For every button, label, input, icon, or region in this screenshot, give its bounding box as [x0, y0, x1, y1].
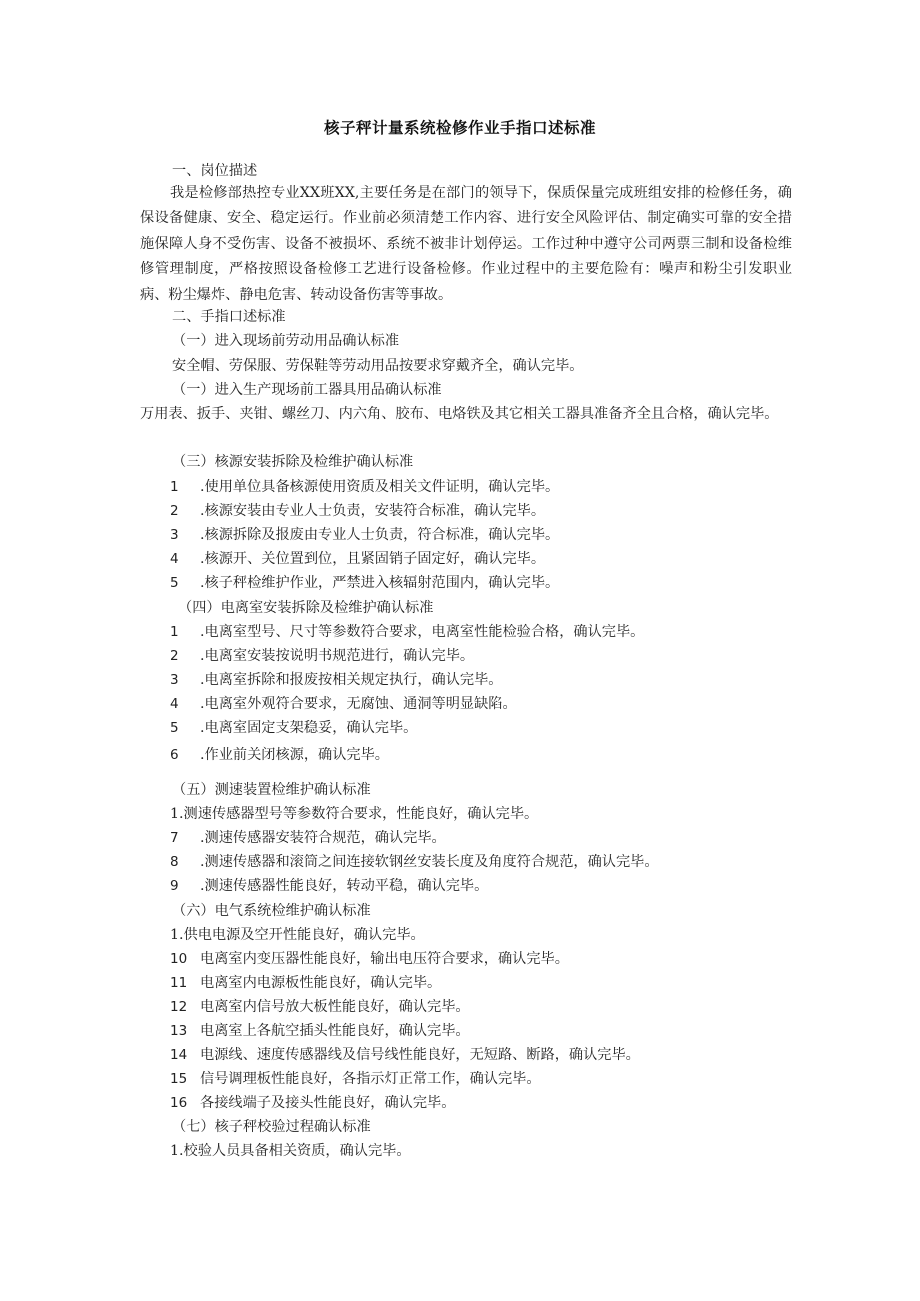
list-item-first: 1.测速传感器型号等参数符合要求，性能良好，确认完毕。 [170, 806, 539, 822]
list-text: 电离室内电源板性能良好，确认完毕。 [200, 975, 442, 991]
list-text: 各接线端子及接头性能良好，确认完毕。 [200, 1095, 456, 1111]
list-number: 4 [170, 551, 179, 567]
list-item [170, 525, 559, 545]
list-item-first: 1.供电电源及空开性能良好，确认完毕。 [170, 927, 425, 943]
list-item [170, 973, 441, 993]
list-text: .核源安装由专业人士负责，安装符合标准，确认完毕。 [200, 503, 546, 519]
list-text: 电离室上各航空插头性能良好，确认完毕。 [200, 1023, 470, 1039]
list-text: .测速传感器性能良好，转动平稳，确认完毕。 [200, 878, 489, 894]
list-number: 3 [170, 672, 179, 688]
list-number: 14 [170, 1047, 188, 1063]
job-description-paragraph: 我是检修部热控专业XX班XX,主要任务是在部门的领导下，保质保量完成班组安排的检修任务，确保设备健康、安全、稳定运行。作业前必须清楚工作内容、进行安全风险评估、制定确实可靠的安全措施保障人身不受伤害、设备不被损坏、系统不被非计划停运。工作过种中遵守公司两票三制和设备检维修管理制度，严格按照设备检修工艺进行设备检修。作业过程中的主要危险有：噪声和粉尘引发职业病、粉尘爆炸、静电危害、转动设备伤害等事故。 [140, 185, 792, 303]
list-text: 电源线、速度传感器线及信号线性能良好，无短路、断路，确认完毕。 [200, 1047, 640, 1063]
list-item [170, 1045, 640, 1065]
subsection-heading-chamber: （四）电离室安装拆除及检维护确认标准 [178, 600, 434, 616]
list-item [170, 501, 545, 521]
list-number: 7 [170, 830, 179, 846]
list-item [170, 1093, 455, 1113]
list-text: .核子秤检维护作业，严禁进入核辐射范围内，确认完毕。 [200, 575, 560, 591]
list-item [170, 745, 389, 765]
list-number: 5 [170, 575, 179, 591]
subsection-heading-tools: （一）进入生产现场前工器具用品确认标准 [172, 382, 442, 398]
list-text: .电离室型号、尺寸等参数符合要求，电离室性能检验合格，确认完毕。 [200, 624, 645, 640]
list-number: 1 [170, 479, 179, 495]
list-number: 16 [170, 1095, 188, 1111]
list-item [170, 997, 470, 1017]
list-item-first: 1.校验人员具备相关资质，确认完毕。 [170, 1143, 411, 1159]
list-text: .测速传感器安装符合规范，确认完毕。 [200, 830, 446, 846]
list-text: .电离室固定支架稳妥，确认完毕。 [200, 720, 418, 736]
list-item [170, 1069, 541, 1089]
list-text: .电离室安装按说明书规范进行，确认完毕。 [200, 648, 475, 664]
list-text: 信号调理板性能良好，各指示灯正常工作，确认完毕。 [200, 1071, 541, 1087]
list-text: .电离室拆除和报废按相关规定执行，确认完毕。 [200, 672, 503, 688]
list-text: .核源开、关位置到位，且紧固销子固定好，确认完毕。 [200, 551, 546, 567]
list-item [170, 828, 446, 848]
list-number: 8 [170, 854, 179, 870]
list-number: 1 [170, 624, 179, 640]
list-item [170, 876, 488, 896]
list-text: 电离室内变压器性能良好，输出电压符合要求，确认完毕。 [200, 951, 569, 967]
document-title: 核子秤计量系统检修作业手指口述标准 [323, 119, 596, 137]
list-item [170, 694, 517, 714]
list-text: .电离室外观符合要求，无腐蚀、通洞等明显缺陷。 [200, 696, 517, 712]
list-number: 3 [170, 527, 179, 543]
list-number: 2 [170, 648, 179, 664]
list-number: 13 [170, 1023, 188, 1039]
list-number: 10 [170, 951, 188, 967]
list-number: 6 [170, 747, 179, 763]
subsection-heading-ppe: （一）进入现场前劳动用品确认标准 [172, 333, 400, 349]
list-number: 2 [170, 503, 179, 519]
list-number: 5 [170, 720, 179, 736]
list-item [170, 718, 417, 738]
list-text: 电离室内信号放大板性能良好，确认完毕。 [200, 999, 470, 1015]
section-heading-job-description: 一、岗位描述 [172, 163, 258, 179]
subsection-heading-source: （三）核源安装拆除及检维护确认标准 [172, 454, 414, 470]
list-item [170, 852, 659, 872]
tools-text: 万用表、扳手、夹钳、螺丝刀、内六角、胶布、电烙铁及其它相关工器具准备齐全且合格，确认完毕。 [140, 406, 779, 422]
list-text: .使用单位具备核源使用资质及相关文件证明，确认完毕。 [200, 479, 560, 495]
list-item [170, 670, 502, 690]
list-item [170, 549, 545, 569]
subsection-heading-electrical: （六）电气系统检维护确认标准 [172, 903, 371, 919]
list-text: .测速传感器和滚筒之间连接软钢丝安装长度及角度符合规范，确认完毕。 [200, 854, 659, 870]
list-number: 9 [170, 878, 179, 894]
ppe-text: 安全帽、劳保服、劳保鞋等劳动用品按要求穿戴齐全，确认完毕。 [172, 358, 584, 374]
list-item [170, 477, 559, 497]
subsection-heading-speed: （五）测速装置检维护确认标准 [172, 782, 371, 798]
list-number: 4 [170, 696, 179, 712]
list-number: 15 [170, 1071, 188, 1087]
list-text: .核源拆除及报废由专业人士负责，符合标准，确认完毕。 [200, 527, 560, 543]
list-item [170, 646, 474, 666]
subsection-heading-calibration: （七）核子秤校验过程确认标准 [172, 1119, 371, 1135]
list-text: .作业前关闭核源，确认完毕。 [200, 747, 389, 763]
list-number: 11 [170, 975, 188, 991]
list-item [170, 1021, 470, 1041]
list-item [170, 949, 569, 969]
list-item [170, 622, 644, 642]
list-item [170, 573, 559, 593]
list-number: 12 [170, 999, 188, 1015]
section-heading-standards: 二、手指口述标准 [172, 309, 286, 325]
